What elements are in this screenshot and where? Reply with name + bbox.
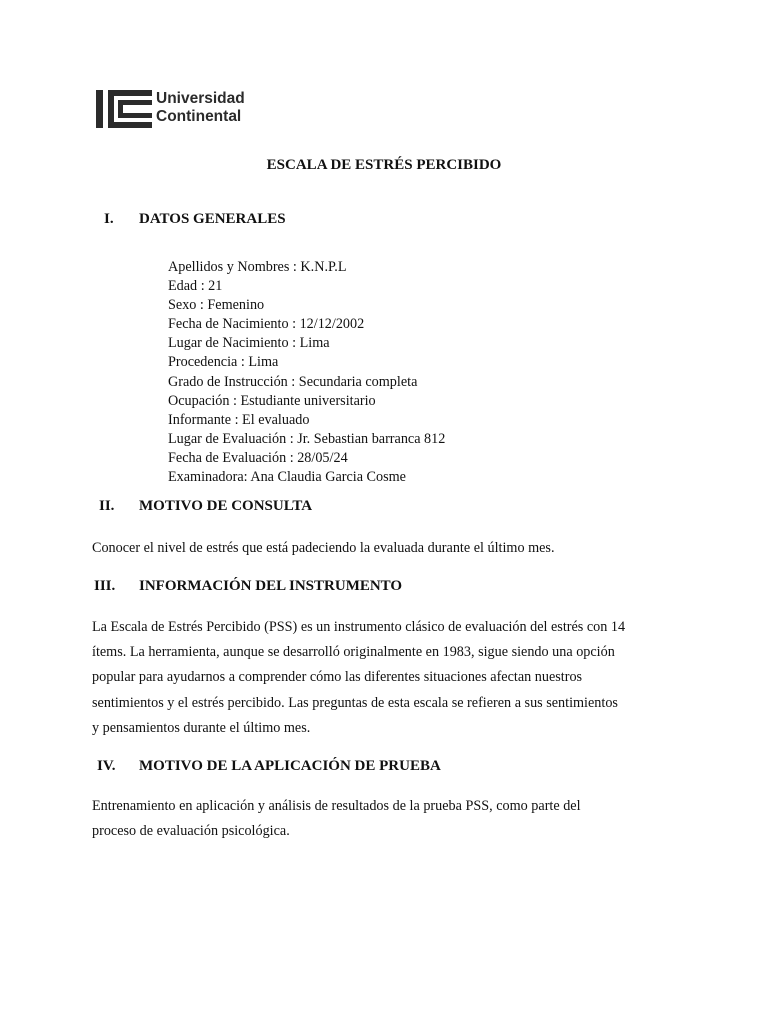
section-paragraph-informacion-instrumento xyxy=(92,615,692,741)
paragraph-line: proceso de evaluación psicológica. xyxy=(92,823,290,840)
field-fecha-nacimiento: Fecha de Nacimiento : 12/12/2002 xyxy=(168,316,365,333)
field-lugar-nacimiento: Lugar de Nacimiento : Lima xyxy=(168,335,330,352)
field-ocupacion: Ocupación : Estudiante universitario xyxy=(168,392,376,409)
logo-mark-icon xyxy=(94,86,154,132)
field-fecha-evaluacion: Fecha de Evaluación : 28/05/24 xyxy=(168,449,348,466)
paragraph-line: popular para ayudarnos a comprender cómo las diferentes situaciones afectan nuestros xyxy=(92,669,583,686)
field-sexo: Sexo : Femenino xyxy=(168,297,265,314)
paragraph-line: Entrenamiento en aplicación y análisis de resultados de la prueba PSS, como parte del xyxy=(92,798,581,814)
section-title: INFORMACIÓN DEL INSTRUMENTO xyxy=(139,578,403,594)
field-apellidos: Apellidos y Nombres : K.N.P.L xyxy=(168,259,347,275)
section-number: I. xyxy=(104,211,114,227)
field-lugar-evaluacion: Lugar de Evaluación : Jr. Sebastian barranca 812 xyxy=(168,430,446,447)
section-paragraph-motivo-consulta xyxy=(92,536,692,561)
paragraph-line: sentimientos y el estrés percibido. Las preguntas de esta escala se refieren a sus sentimientos xyxy=(92,694,618,711)
section-number: IV. xyxy=(97,758,116,774)
field-grado-instruccion: Grado de Instrucción : Secundaria completa xyxy=(168,373,418,390)
section-title: MOTIVO DE CONSULTA xyxy=(139,498,313,514)
logo-line-2: Continental xyxy=(156,108,242,125)
paragraph-line: Conocer el nivel de estrés que está padeciendo la evaluada durante el último mes. xyxy=(92,540,555,556)
field-informante: Informante : El evaluado xyxy=(168,411,310,428)
field-procedencia: Procedencia : Lima xyxy=(168,354,279,371)
university-logo xyxy=(94,86,264,132)
paragraph-line: ítems. La herramienta, aunque se desarrolló originalmente en 1983, sigue siendo una opción xyxy=(92,644,615,661)
section-paragraph-motivo-aplicacion xyxy=(92,794,692,844)
paragraph-line: y pensamientos durante el último mes. xyxy=(92,719,311,736)
general-data-list xyxy=(168,258,445,487)
section-number: II. xyxy=(99,498,115,514)
section-title: MOTIVO DE LA APLICACIÓN DE PRUEBA xyxy=(139,758,441,774)
section-title: DATOS GENERALES xyxy=(139,211,286,227)
logo-line-1: Universidad xyxy=(156,90,245,107)
section-number: III. xyxy=(94,578,116,594)
logo-wordmark xyxy=(156,90,245,126)
field-examinadora: Examinadora: Ana Claudia Garcia Cosme xyxy=(168,469,406,486)
field-edad: Edad : 21 xyxy=(168,278,223,295)
document-title: ESCALA DE ESTRÉS PERCIBIDO xyxy=(266,157,502,173)
paragraph-line: La Escala de Estrés Percibido (PSS) es un instrumento clásico de evaluación del estrés con 14 xyxy=(92,619,626,635)
